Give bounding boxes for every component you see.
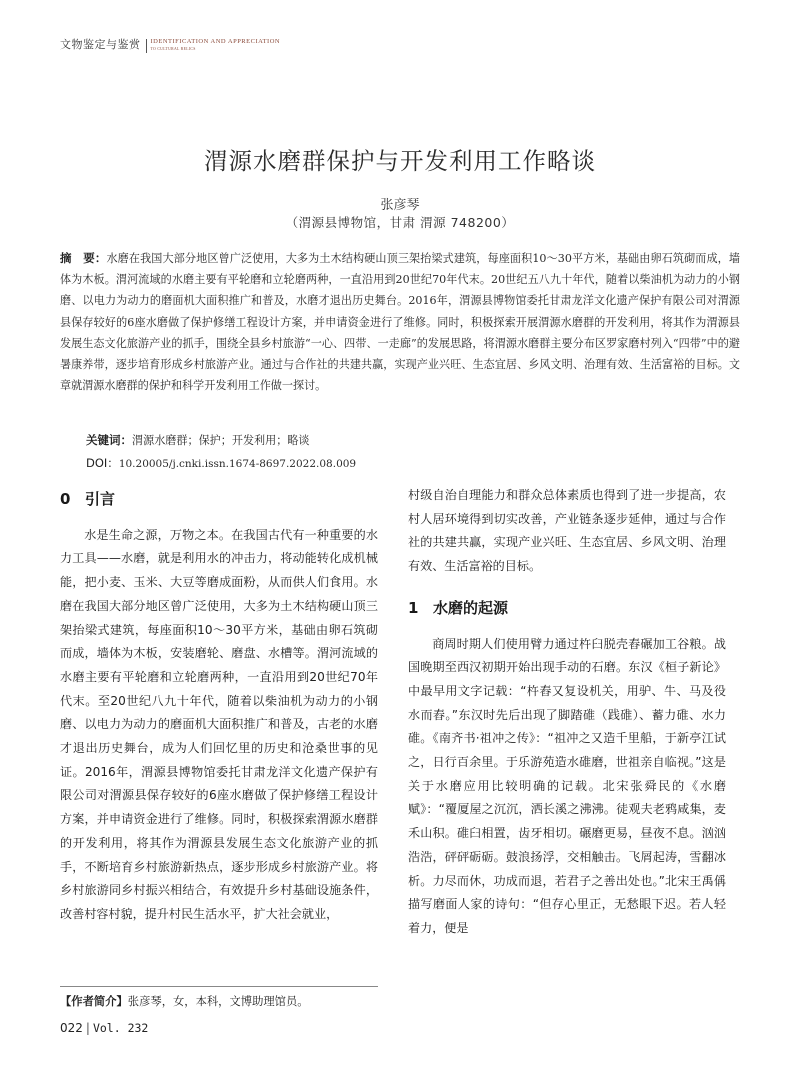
page-number: 022 [60, 1021, 83, 1035]
journal-name-cn: 文物鉴定与鉴赏 [60, 38, 141, 51]
section-heading-0 [60, 488, 378, 512]
journal-header [60, 38, 280, 53]
keywords-label: 关键词： [86, 433, 132, 447]
doi-text: 10.20005/j.cnki.issn.1674-8697.2022.08.009 [118, 458, 357, 470]
keywords-text: 渭源水磨群；保护；开发利用；略谈 [132, 434, 310, 447]
section-number: 0 [60, 490, 71, 508]
section-number: 1 [408, 598, 419, 617]
volume-number: Vol. 232 [92, 1021, 149, 1035]
author-footnote [60, 993, 309, 1009]
section-title: 水磨的起源 [433, 598, 509, 617]
footnote-text: 张彦琴，女，本科，文博助理馆员。 [127, 995, 309, 1008]
footnote-label: 【作者简介】 [60, 995, 128, 1008]
footnote-divider [60, 986, 378, 987]
article-title: 渭源水磨群保护与开发利用工作略谈 [204, 147, 596, 175]
journal-name-en [151, 38, 281, 52]
doi [86, 455, 356, 471]
right-column [408, 484, 726, 941]
section-heading-1 [408, 597, 726, 621]
journal-name-en-line2: TO CULTURAL RELICS [150, 47, 196, 51]
abstract-text: 水磨在我国大部分地区曾广泛使用，大多为土木结构硬山顶三架抬梁式建筑，每座面积10～30平方米，基础由卵石筑砌而成，墙体为木板。渭河流域的水磨主要有平轮磨和立轮磨两种，一直沿用到20世纪70年代末。20世纪五八九十年代，随着以柴油机为动力的小钢磨、以电力为动力的磨面机大面积推广和普及，水磨才退出历史舞台。2016年，渭源县博物馆委托甘肃龙洋文化遗产保护有限公司对渭源县保存较好的6座水磨做了保护修缮工程设计方案，并申请资金进行了维修。同时，积极探索开展渭源水磨群的开发利用，将其作为渭源县发展生态文化旅游产业的抓手，围绕全县乡村旅游“一心、四带、一走廊”的发展思路，将渭源水磨群主要分布区罗家磨村列入“四带”中的避暑康养带，逐步培育形成乡村旅游产业。通过与合作社的共建共赢，实现产业兴旺、生态宜居、乡风文明、治理有效、生活富裕的目标。文章就渭源水磨群的保护和科学开发利用工作做一探讨。 [60, 252, 740, 393]
footer-separator: | [85, 1021, 90, 1035]
abstract-label: 摘 要： [60, 251, 107, 265]
doi-label: DOI： [86, 456, 119, 470]
article-author: 张彦琴 [380, 198, 420, 213]
keywords [86, 432, 310, 448]
left-column [60, 484, 378, 927]
section-title: 引言 [85, 490, 116, 508]
page-footer [60, 1021, 148, 1035]
author-affiliation: （渭源县博物馆，甘肃 渭源 748200） [285, 215, 515, 230]
paragraph: 水是生命之源，万物之本。在我国古代有一种重要的水力工具——水磨，就是利用水的冲击力，将动能转化成机械能，把小麦、玉米、大豆等磨成面粉，从而供人们食用。水磨在我国大部分地区曾广泛使用，大多为土木结构硬山顶三架抬梁式建筑，每座面积10～30平方米，基础由卵石筑砌而成，墙体为木板，安装磨轮、磨盘、水槽等。渭河流域的水磨主要有平轮磨和立轮磨两种，一直沿用到20世纪70年代末。至20世纪八九十年代，随着以柴油机为动力的小钢磨、以电力为动力的磨面机大面积推广和普及，古老的水磨才退出历史舞台，成为人们回忆里的历史和沧桑世事的见证。2016年，渭源县博物馆委托甘肃龙洋文化遗产保护有限公司对渭源县保存较好的6座水磨做了保护修缮工程设计方案，并申请资金进行了维修。同时，积极探索渭源水磨群的开发利用，将其作为渭源县发展生态文化旅游产业的抓手，不断培育乡村旅游新热点，逐步形成乡村旅游产业。将乡村旅游同乡村振兴相结合，有效提升乡村基础设施条件，改善村容村貌，提升村民生活水平，扩大社会就业， [60, 527, 378, 921]
journal-name-en-line1: IDENTIFICATION AND APPRECIATION [150, 38, 281, 45]
header-divider [146, 39, 147, 53]
paragraph: 村级自治自理能力和群众总体素质也得到了进一步提高，农村人居环境得到切实改善，产业链条逐步延伸，通过与合作社的共建共赢，实现产业兴旺、生态宜居、乡风文明、治理有效、生活富裕的目标。 [408, 488, 726, 574]
paragraph: 商周时期人们使用臂力通过杵臼脱壳舂碾加工谷粮。战国晚期至西汉初期开始出现手动的石磨。东汉《桓子新论》中最早用文字记载：“杵舂又复设机关，用驴、牛、马及役水而舂。”东汉时先后出现了脚踏碓（践碓）、蓄力碓、水力碓。《南齐书·祖冲之传》：“祖冲之又造千里船，于新亭江试之，日行百余里。于乐游苑造水碓磨，世祖亲自临视。”这是关于水磨应用比较明确的记载。北宋张舜民的《水磨赋》：“覆厦屋之沉沉，洒长溪之沸沸。徒观夫老鸦咸集，麦禾山积。碓臼相置，齿牙相切。碾磨更易，昼夜不息。汹汹浩浩，砰砰砺砺。鼓浪扬浮，交相触击。飞屑起涛，雪翻冰析。力尽而休，功成而退，若君子之善出处也。”北宋王禹偁描写磨面人家的诗句：“但存心里正，无愁眼下迟。若人轻着力，便是 [408, 636, 726, 935]
abstract [60, 248, 740, 396]
